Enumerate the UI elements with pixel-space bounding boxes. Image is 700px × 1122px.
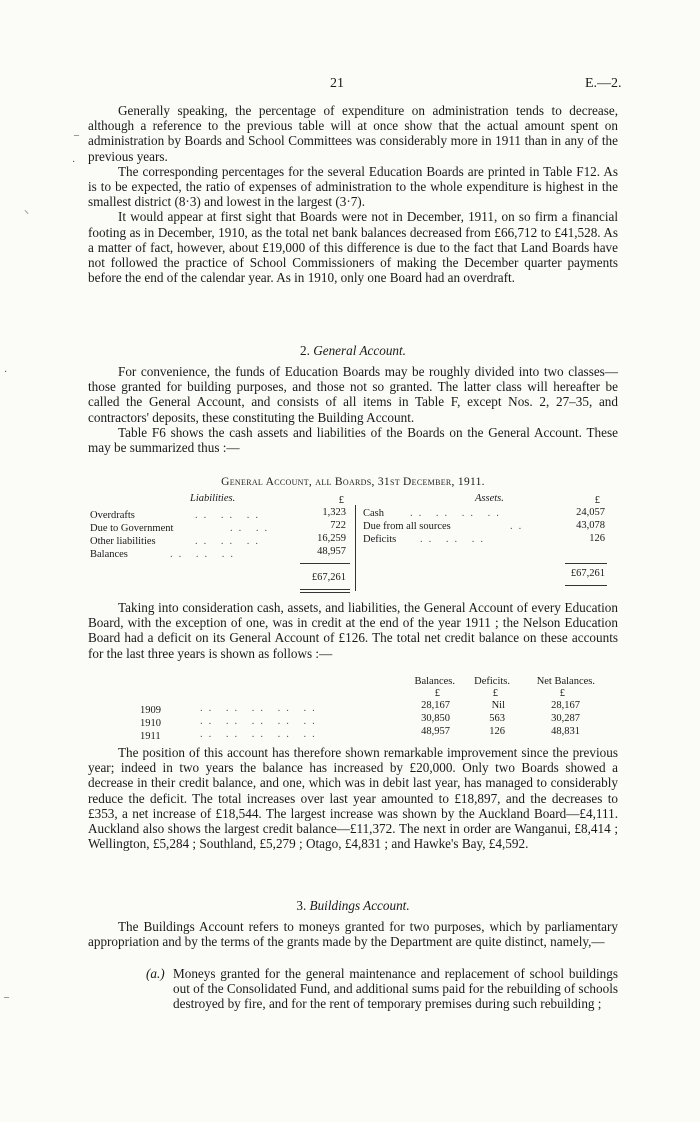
leader-dots: .. .. .. .. .. xyxy=(200,703,321,714)
column-header-balances: Balances. xyxy=(414,676,455,687)
table-row-label: Overdrafts xyxy=(90,510,135,521)
buildings-account-text xyxy=(88,919,618,949)
list-item-label: (a.) xyxy=(146,966,165,981)
paragraph: Table F6 shows the cash assets and liabilities of the Boards on the General Account. These may be summarized thus :— xyxy=(88,424,618,456)
section-number: 2. xyxy=(300,343,310,358)
leader-dots: .. .. .. xyxy=(195,510,264,521)
assets-header: Assets. xyxy=(475,493,504,504)
margin-mark: ⸜ xyxy=(24,205,29,216)
section-heading-buildings-account xyxy=(88,898,618,914)
total-liabilities: £67,261 xyxy=(311,572,346,583)
table-row-value: 16,259 xyxy=(317,533,346,544)
leader-dots: .. .. .. xyxy=(170,549,239,560)
table-row-label: Due to Government xyxy=(90,523,174,534)
paragraph: It would appear at first sight that Boards were not in December, 1911, on so firm a financial footing as in December, 1910, as the total net bank balances decreased from £66,712 to £41,528. As a matter of fact, however, about £19,000 of this difference is due to the fact that Land Boards have not followed the practice of School Commissioners of making the December quarter payments before the end of the calendar year. As in 1910, only one Board had an overdraft. xyxy=(88,209,618,286)
paragraph: Taking into consideration cash, assets, and liabilities, the General Account of every Education Board, with the exception of one, was in credit at the end of the year 1911 ; the Nelson Education Board had a deficit on its General Account of £126. The total net credit balance on these accounts for the last three years is shown as follows :— xyxy=(88,600,618,661)
paragraph: The Buildings Account refers to moneys granted for two purposes, which by parliamentary appropriation and by the terms of the grants made by the Department are quite distinct, namely,— xyxy=(88,919,618,950)
table-cell-net: 48,831 xyxy=(551,726,580,737)
table-cell-deficits: 126 xyxy=(489,726,505,737)
paragraph: The corresponding percentages for the several Education Boards are printed in Table F12. As is to be expected, the ratio of expenses of administration to the whole expenditure is highest in the smallest district (8·3) and lowest in the largest (3·7). xyxy=(88,163,618,210)
intro-text-block xyxy=(88,103,618,285)
position-paragraph xyxy=(88,745,618,851)
currency-symbol: £ xyxy=(492,688,498,699)
paragraph: For convenience, the funds of Education Boards may be roughly divided into two classes—those granted for building purposes, and those not so granted. The latter class will hereafter be called the General Account, and consists of all items in Table F, except Nos. 2, 27–35, and contractors' deposits, these constituting the Building Account. xyxy=(88,364,618,425)
table-row-year: 1909 xyxy=(140,705,161,716)
general-account-text xyxy=(88,364,618,455)
table-row-value: 48,957 xyxy=(317,546,346,557)
table-row-label: Balances xyxy=(90,549,128,560)
currency-symbol: £ xyxy=(559,688,565,699)
paragraph: The position of this account has therefore shown remarkable improvement since the previous year; indeed in two years the balance has increased by £20,000. Only two Boards showed a decrease in their credit balance, and one, which was in debit last year, has managed to considerably reduce the deficit. The total increases over last year amounted to £18,897, and the decreases to £353, a net increase of £18,544. The largest increase was shown by the Auckland Board—£4,111. Auckland also shows the largest credit balance—£11,372. The next in order are Wanganui, £8,414 ; Wellington, £5,284 ; Southland, £5,279 ; Otago, £4,831 ; and Hawke's Bay, £4,592. xyxy=(88,745,618,852)
section-heading-general-account xyxy=(88,343,618,359)
leader-dots: .. .. .. .. .. xyxy=(200,729,321,740)
list-item-text: Moneys granted for the general maintenance and replacement of school buildings out of the Consolidated Fund, and additional sums paid for the rebuilding of schools destroyed by fire, and for the rent of temporary premises during such rebuilding ; xyxy=(173,966,618,1012)
section-number: 3. xyxy=(296,898,307,913)
leader-dots: .. .. .. xyxy=(420,534,489,545)
table-cell-net: 30,287 xyxy=(551,713,580,724)
table-row-value: 1,323 xyxy=(322,507,346,518)
leader-dots: .. .. .. .. .. xyxy=(200,716,321,727)
currency-symbol: £ xyxy=(338,495,344,506)
table-row-label: Cash xyxy=(363,508,384,519)
table-row-value: 24,057 xyxy=(576,507,605,518)
leader-dots: .. .. xyxy=(230,523,274,534)
section-title: Buildings Account. xyxy=(309,898,410,913)
section-title: General Account. xyxy=(313,343,406,358)
page-number: 21 xyxy=(330,76,344,91)
margin-mark: · xyxy=(4,367,8,378)
leader-dots: .. xyxy=(510,521,528,532)
table-cell-balances: 48,957 xyxy=(421,726,450,737)
table-row-value: 126 xyxy=(589,533,605,544)
table-row-label: Deficits xyxy=(363,534,397,545)
margin-mark: – xyxy=(4,992,9,1003)
rule xyxy=(300,563,350,564)
table-row-label: Due from all sources xyxy=(363,521,451,532)
column-header-deficits: Deficits. xyxy=(474,676,510,687)
rule xyxy=(565,585,607,586)
rule xyxy=(565,563,607,564)
column-divider xyxy=(355,505,356,591)
table-row-value: 722 xyxy=(330,520,346,531)
general-account-summary xyxy=(88,600,618,661)
column-header-net-balances: Net Balances. xyxy=(536,676,595,687)
table-row-year: 1911 xyxy=(140,731,161,742)
list-item-a xyxy=(88,966,618,1012)
table-title: General Account, all Boards, 31st December, 1911. xyxy=(221,476,485,488)
rule xyxy=(300,592,350,593)
liabilities-header: Liabilities. xyxy=(190,493,236,504)
total-assets: £67,261 xyxy=(570,568,605,579)
table-row-year: 1910 xyxy=(140,718,161,729)
paragraph: Generally speaking, the percentage of expenditure on administration tends to decrease, although a reference to the previous table will at once show that the actual amount spent on administration by Boards and School Committees was considerably more in 1911 than in any of the previous years. xyxy=(88,103,618,164)
table-cell-net: 28,167 xyxy=(551,700,580,711)
leader-dots: .. .. .. xyxy=(195,536,264,547)
page-reference: E.—2. xyxy=(585,76,622,91)
currency-symbol: £ xyxy=(434,688,440,699)
table-cell-balances: 30,850 xyxy=(421,713,450,724)
table-cell-deficits: 563 xyxy=(489,713,505,724)
leader-dots: .. .. .. .. xyxy=(410,508,505,519)
table-cell-deficits: Nil xyxy=(491,700,505,711)
table-row-label: Other liabilities xyxy=(90,536,156,547)
table-row-value: 43,078 xyxy=(576,520,605,531)
table-cell-balances: 28,167 xyxy=(421,700,450,711)
rule xyxy=(300,589,350,590)
currency-symbol: £ xyxy=(594,495,600,506)
margin-mark: – xyxy=(74,130,79,141)
margin-mark: · xyxy=(72,157,76,168)
